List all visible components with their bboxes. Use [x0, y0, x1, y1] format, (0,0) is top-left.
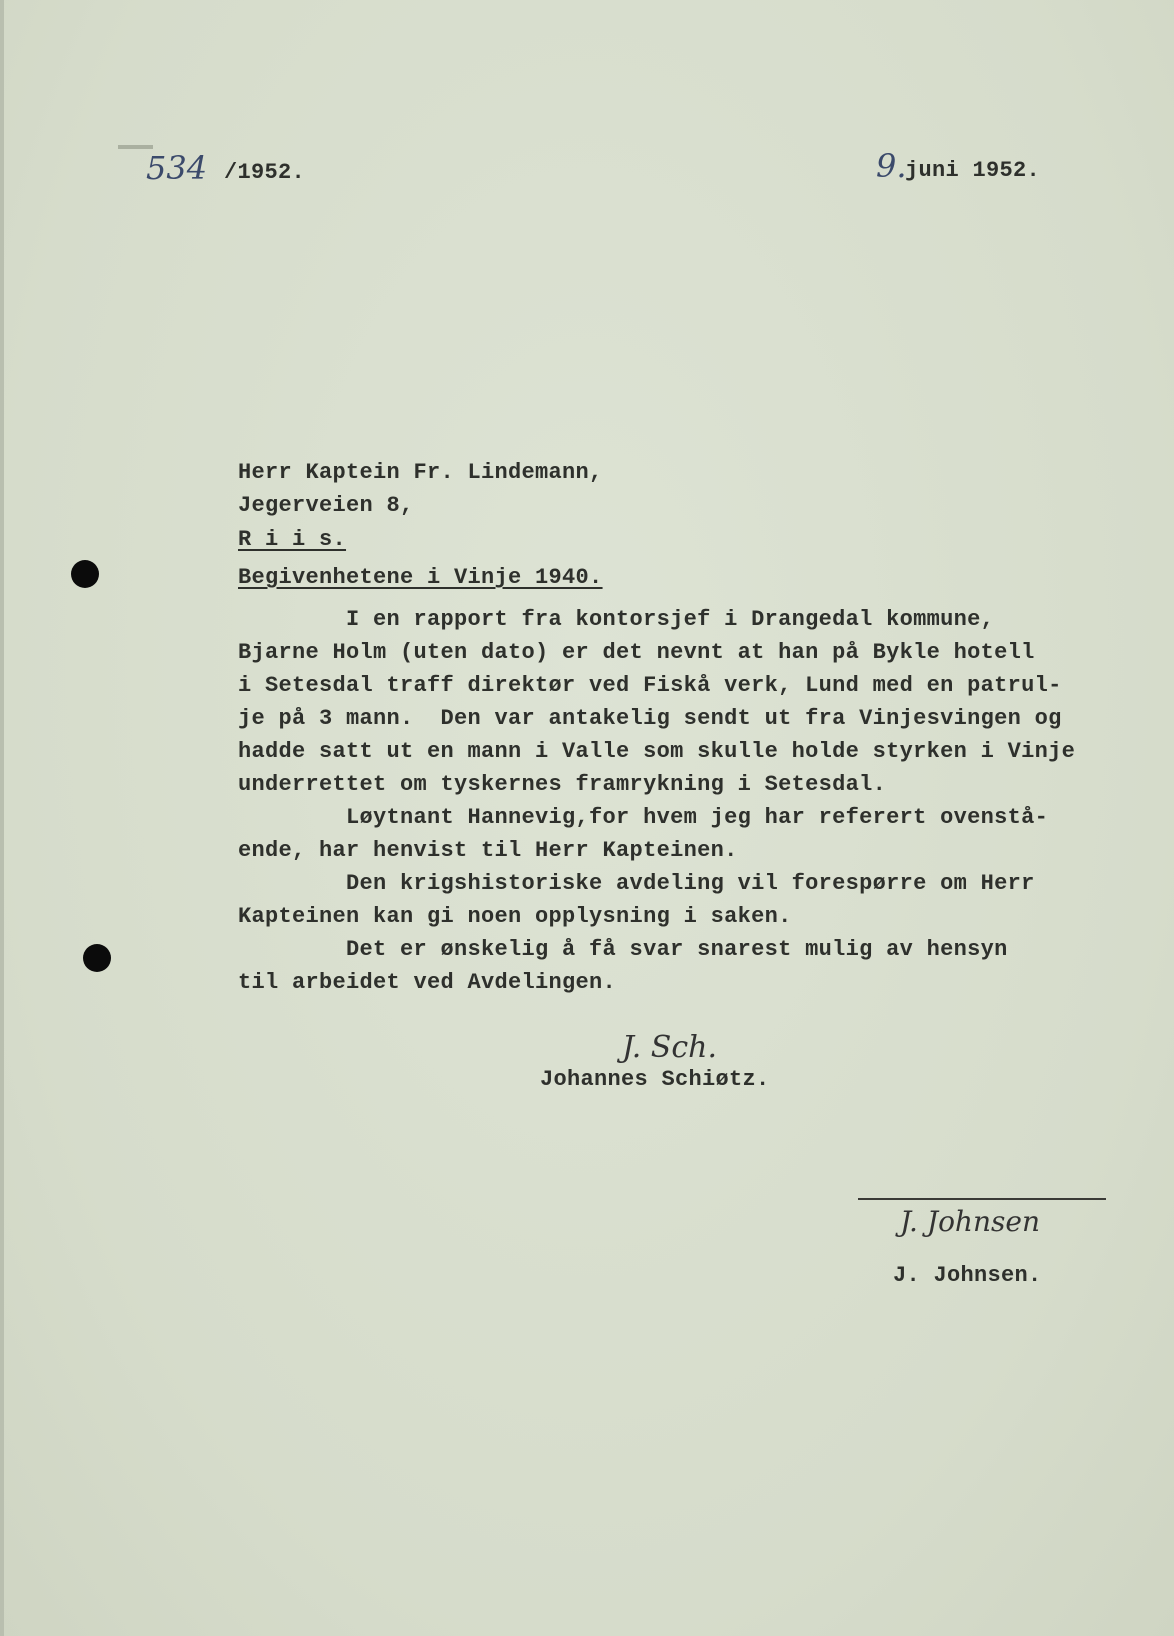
body-line: til arbeidet ved Avdelingen.	[238, 970, 617, 995]
body-line: Bjarne Holm (uten dato) er det nevnt at han på Bykle hotell	[238, 640, 1035, 665]
signatory-name: Johannes Schiøtz.	[540, 1067, 770, 1092]
body-line: i Setesdal traff direktør ved Fiskå verk, Lund med en patrul-	[238, 673, 1062, 698]
subject-heading: Begivenhetene i Vinje 1940.	[238, 565, 603, 590]
reference-year: /1952.	[224, 160, 306, 185]
body-line: I en rapport fra kontorsjef i Drangedal kommune,	[238, 607, 995, 632]
recipient-line-2: Jegerveien 8,	[238, 493, 414, 518]
date: juni 1952.	[905, 158, 1041, 183]
punch-hole	[71, 560, 99, 588]
signatory-name-2: J. Johnsen.	[893, 1263, 1042, 1288]
body-line: Det er ønskelig å få svar snarest mulig av hensyn	[238, 937, 1008, 962]
date-day-handwritten: 9.	[876, 147, 907, 185]
recipient-line-3: R i i s.	[238, 527, 347, 552]
page-edge	[0, 0, 4, 1636]
body-line: ende, har henvist til Herr Kapteinen.	[238, 838, 738, 863]
signature-line	[858, 1198, 1106, 1200]
signature-initials-handwritten: J. Sch.	[622, 1030, 717, 1065]
body-line: Den krigshistoriske avdeling vil forespørre om Herr	[238, 871, 1035, 896]
signature-handwritten: J. Johnsen	[900, 1205, 1040, 1238]
body-line: hadde satt ut en mann i Valle som skulle holde styrken i Vinje	[238, 739, 1076, 764]
reference-number-handwritten: 534	[146, 149, 208, 187]
recipient-line-1: Herr Kaptein Fr. Lindemann,	[238, 460, 603, 485]
body-line: je på 3 mann. Den var antakelig sendt ut fra Vinjesvingen og	[238, 706, 1062, 731]
punch-hole	[83, 944, 111, 972]
body-line: Løytnant Hannevig,for hvem jeg har referert ovenstå-	[238, 805, 1049, 830]
body-line: Kapteinen kan gi noen opplysning i saken.	[238, 904, 792, 929]
body-line: underrettet om tyskernes framrykning i Setesdal.	[238, 772, 887, 797]
